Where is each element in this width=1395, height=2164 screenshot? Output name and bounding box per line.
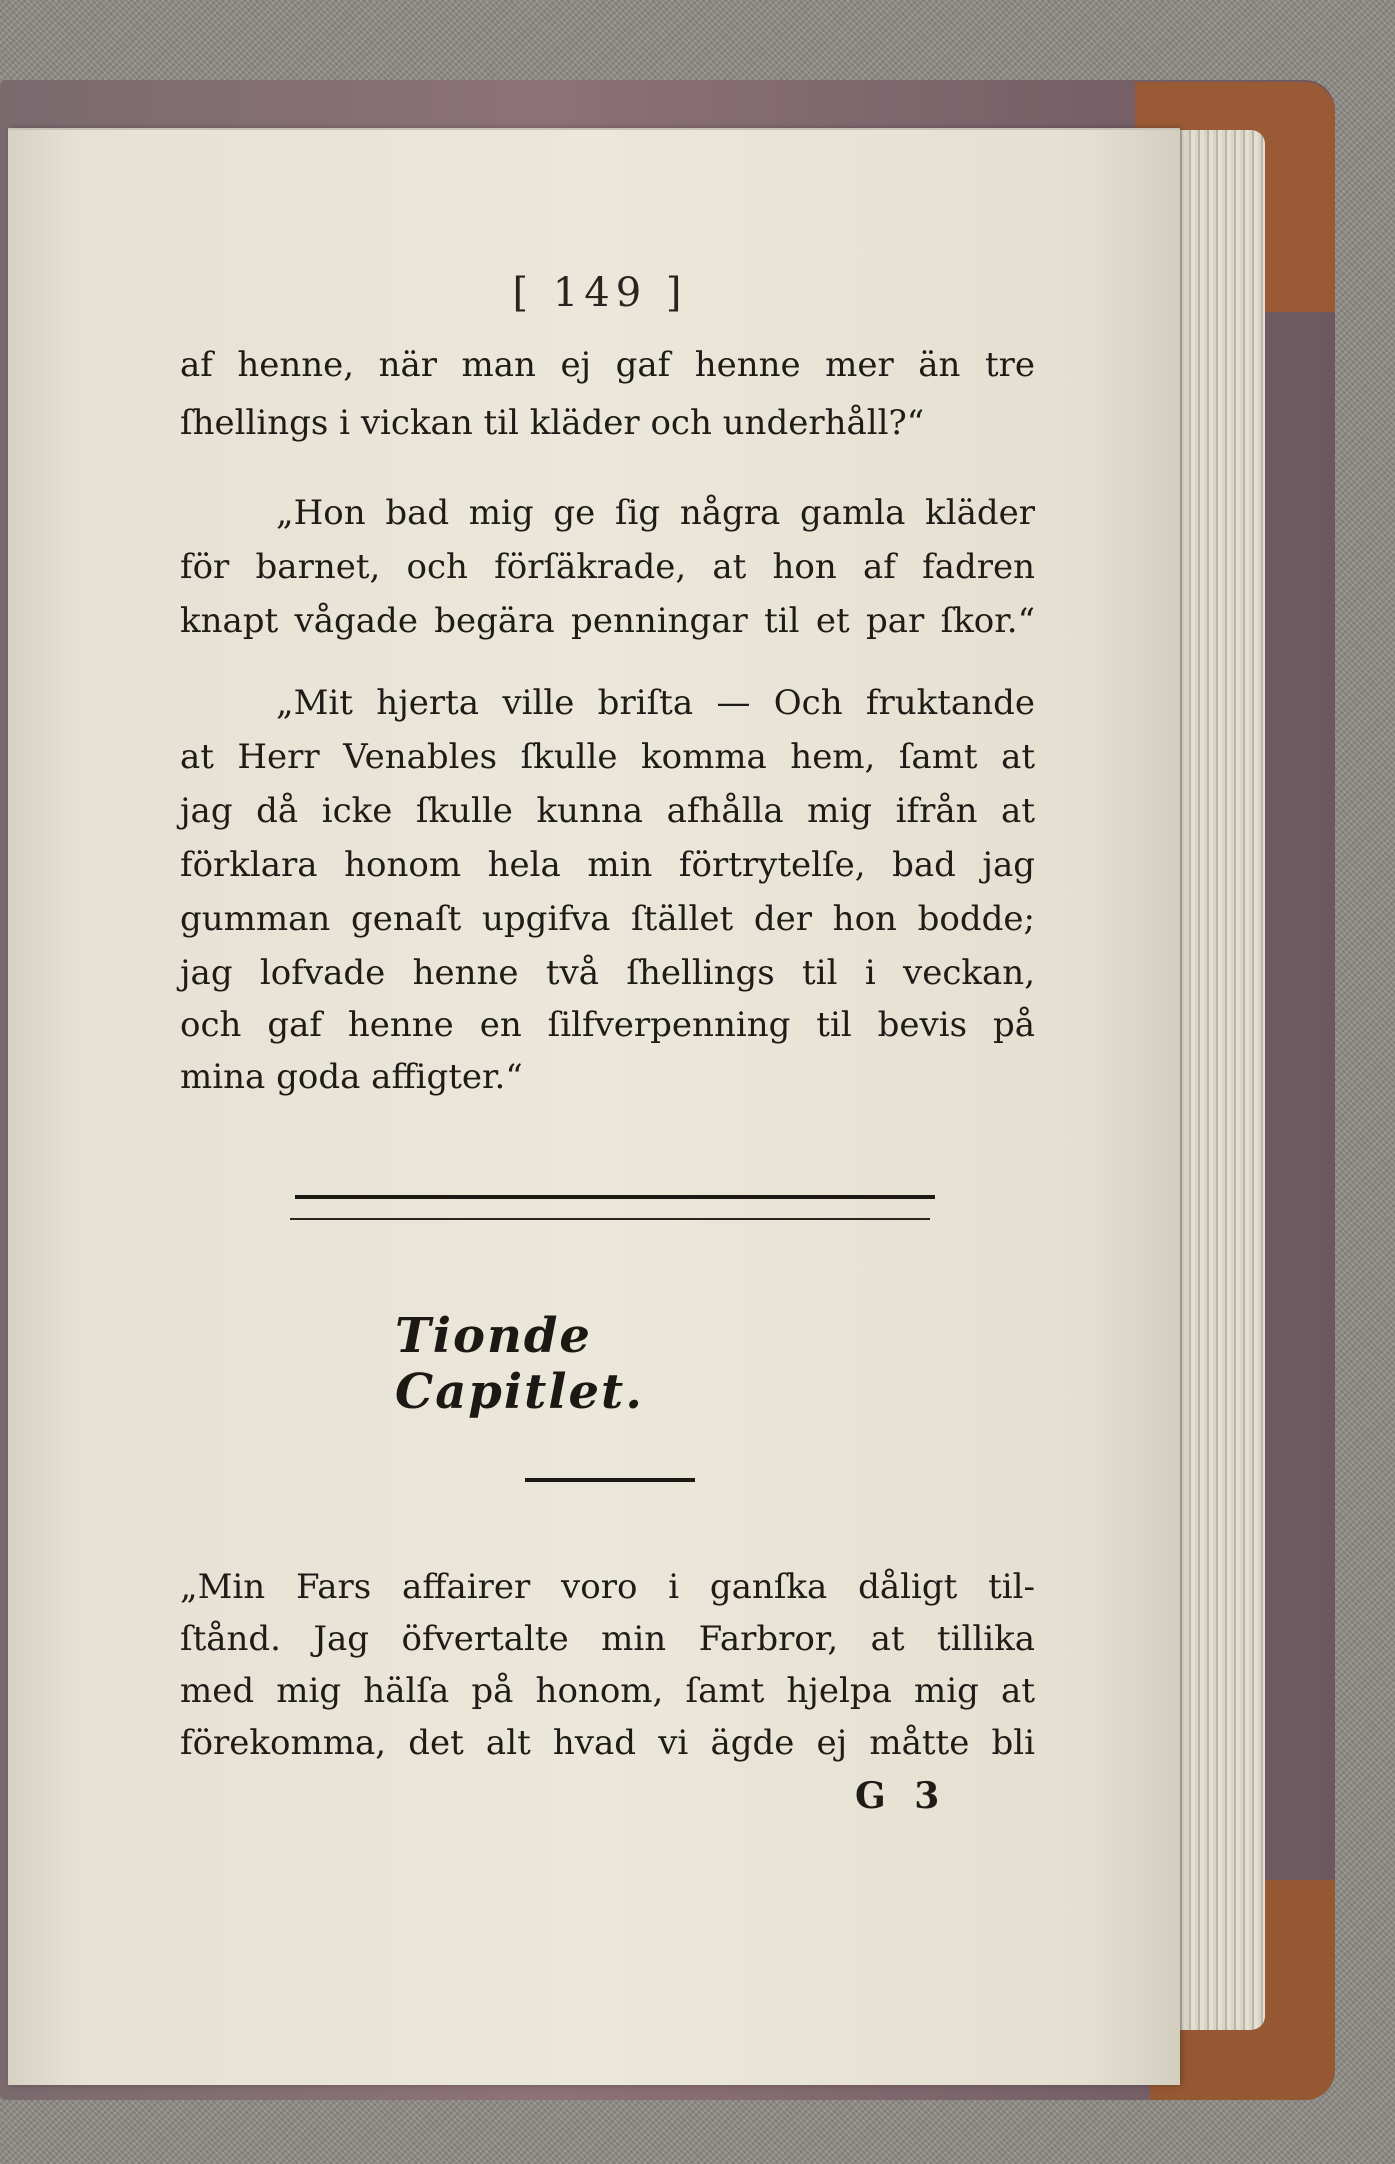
text-line: och gaf henne en ſilfverpenning til bevis på (180, 1005, 1035, 1045)
text-line: at Herr Venables ſkulle komma hem, ſamt at (180, 737, 1035, 777)
chapter-title: Tionde Capitlet. (395, 1308, 644, 1420)
text-line: förekomma, det alt hvad vi ägde ej måtte bli (180, 1723, 1035, 1763)
signature-mark: G 3 (855, 1775, 948, 1817)
page-number: [ 149 ] (512, 270, 688, 316)
text-line: ſtånd. Jag öfvertalte min Farbror, at tillika (180, 1619, 1035, 1659)
text-line: mina goda affigter.“ (180, 1057, 523, 1097)
text-line: ſhellings i vickan til kläder och underhåll?“ (180, 403, 925, 443)
section-rule-thin (290, 1218, 930, 1220)
text-line: gumman genaſt upgifva ſtället der hon bodde; (180, 899, 1035, 939)
text-line: „Min Fars affairer voro i ganſka dåligt til- (180, 1567, 1035, 1607)
text-line: „Hon bad mig ge ſig några gamla kläder (276, 493, 1035, 533)
text-line: för barnet, och förſäkrade, at hon af fadren (180, 547, 1035, 587)
section-rule-thick (295, 1195, 935, 1199)
text-line: jag då icke ſkulle kunna afhålla mig ifrån at (180, 791, 1035, 831)
text-line: „Mit hjerta ville briſta — Och fruktande (276, 683, 1035, 723)
text-line: af henne, när man ej gaf henne mer än tre (180, 345, 1035, 385)
chapter-rule (525, 1478, 695, 1482)
text-line: jag lofvade henne två ſhellings til i veckan, (180, 953, 1035, 993)
text-line: med mig hälſa på honom, ſamt hjelpa mig at (180, 1671, 1035, 1711)
text-line: knapt vågade begära penningar til et par ſkor.“ (180, 601, 1035, 641)
text-line: förklara honom hela min förtrytelſe, bad jag (180, 845, 1035, 885)
